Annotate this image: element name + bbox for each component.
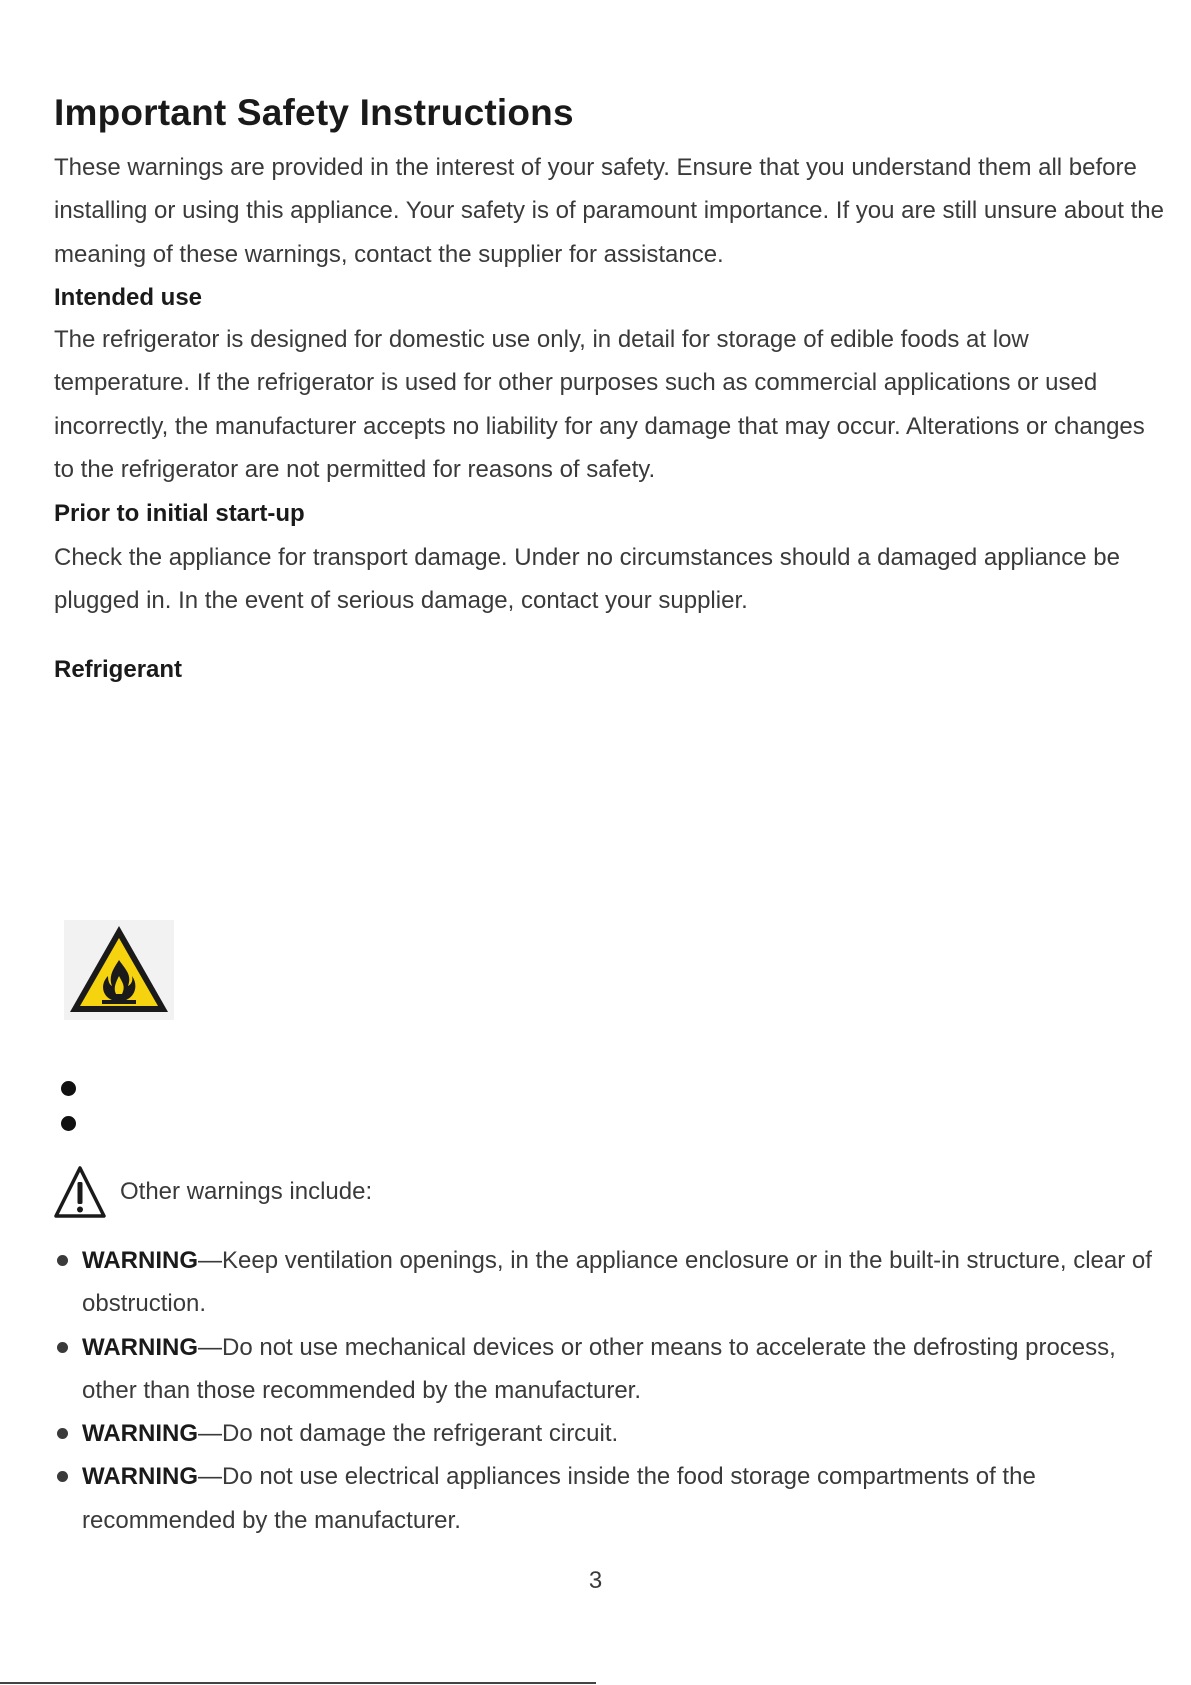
intro-text: These warnings are provided in the interest of your safety. Ensure that you understand them all before installing or using this appliance. Your safety is of paramount importance. If you are still unsure about the meaning of these warnings, contact the supplier for assistance. <box>54 154 1164 268</box>
warning-item <box>54 1412 1164 1455</box>
warning-label: WARNING <box>82 1333 198 1361</box>
intended-use-paragraph <box>54 318 1164 491</box>
warning-label: WARNING <box>82 1247 198 1274</box>
page-number: 3 <box>588 1567 603 1594</box>
intro-paragraph <box>54 146 1164 276</box>
warning-label: WARNING <box>82 1463 198 1491</box>
warning-label: WARNING <box>82 1420 198 1448</box>
intended-use-text: The refrigerator is designed for domestic use only, in detail for storage of edible foods at low temperature. If the refrigerator is used for other purposes such as commercial applications or used incorrectly, the manufacturer accepts no liability for any damage that may occur. Alterations or changes to the refrigerator are not permitted for reasons of safety. <box>54 326 1145 483</box>
other-warnings-intro: Other warnings include: <box>120 1178 373 1205</box>
page-title: Important Safety Instructions <box>54 92 574 133</box>
bullet-dot <box>57 1342 68 1353</box>
prior-startup-paragraph <box>54 536 1164 623</box>
warning-item <box>54 1239 1164 1326</box>
other-warnings-intro-row <box>54 1162 372 1222</box>
warning-item <box>54 1455 1164 1542</box>
warning-text: —Do not use electrical appliances inside the food storage compartments of the recommended by the manufacturer. <box>82 1463 1036 1534</box>
bullet-dot <box>57 1471 68 1482</box>
bullet-dot <box>57 1428 68 1439</box>
warning-text: —Do not use mechanical devices or other means to accelerate the defrosting process, other than those recommended by the manufacturer. <box>82 1333 1116 1404</box>
warning-list <box>54 1239 1164 1542</box>
bullet-dot <box>57 1255 68 1266</box>
flammable-warning-icon <box>64 920 174 1020</box>
prior-startup-text: Check the appliance for transport damage. Under no circumstances should a damaged appliance be plugged in. In the event of serious damage, contact your supplier. <box>54 544 1120 615</box>
intended-use-heading: Intended use <box>54 284 203 311</box>
refrigerant-heading: Refrigerant <box>54 656 183 683</box>
caution-triangle-icon <box>54 1165 106 1219</box>
warning-item <box>54 1326 1164 1413</box>
bottom-divider <box>0 1682 596 1684</box>
warning-text: —Do not damage the refrigerant circuit. <box>198 1420 619 1448</box>
warning-text: —Keep ventilation openings, in the appliance enclosure or in the built-in structure, clear of obstruction. <box>82 1247 1152 1318</box>
empty-bullet <box>61 1081 76 1096</box>
prior-startup-heading: Prior to initial start-up <box>54 500 305 527</box>
empty-bullet <box>61 1116 76 1131</box>
